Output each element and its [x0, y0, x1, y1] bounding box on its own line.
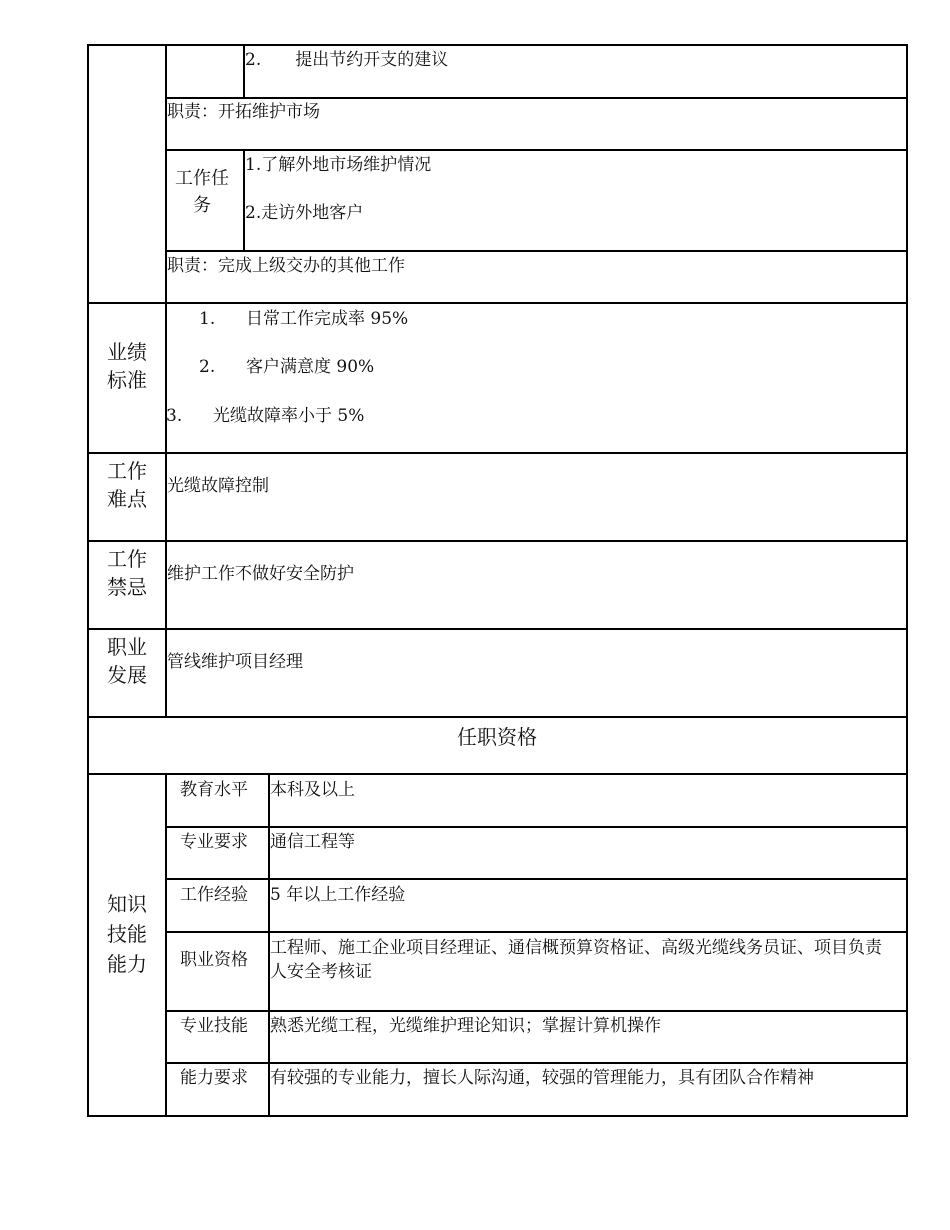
knowledge-row-key: 能力要求	[180, 1068, 248, 1088]
knowledge-row-value: 有较强的专业能力，擅长人际沟通，较强的管理能力，具有团队合作精神	[270, 1068, 814, 1088]
knowledge-row-key: 专业技能	[180, 1016, 248, 1036]
difficulty-text: 光缆故障控制	[167, 476, 269, 496]
knowledge-row-key: 专业要求	[180, 832, 248, 852]
qualification-header: 任职资格	[457, 725, 537, 749]
performance-item-text: 客户满意度 90%	[246, 357, 375, 377]
performance-item-number: 1.	[199, 309, 216, 329]
knowledge-label: 知识技能能力	[107, 892, 147, 976]
knowledge-row-value: 工程师、施工企业项目经理证、通信概预算资格证、高级光缆线务员证、项目负责人安全考核证	[270, 938, 882, 982]
duty-title: 职责：开拓维护市场	[167, 102, 320, 122]
knowledge-row-value: 熟悉光缆工程，光缆维护理论知识；掌握计算机操作	[270, 1016, 661, 1036]
difficulty-label: 工作难点	[107, 459, 147, 511]
knowledge-row-value: 通信工程等	[270, 832, 355, 852]
knowledge-row-key: 工作经验	[180, 885, 248, 905]
knowledge-row-key: 职业资格	[180, 950, 248, 970]
taboo-label: 工作禁忌	[107, 547, 147, 599]
performance-item-text: 光缆故障率小于 5%	[213, 406, 365, 426]
duty-item-text: 2. 提出节约开支的建议	[245, 50, 449, 70]
taboo-text: 维护工作不做好安全防护	[167, 564, 354, 584]
task-item: 1.了解外地市场维护情况	[245, 155, 432, 175]
performance-item-text: 日常工作完成率 95%	[246, 309, 409, 329]
task-item: 2.走访外地客户	[245, 203, 364, 223]
knowledge-row-value: 5 年以上工作经验	[270, 885, 406, 905]
knowledge-row-key: 教育水平	[180, 780, 248, 800]
career-text: 管线维护项目经理	[167, 652, 303, 672]
performance-item-number: 3.	[166, 406, 183, 426]
task-label: 工作任务	[175, 168, 229, 216]
duty-title: 职责：完成上级交办的其他工作	[167, 256, 405, 276]
performance-item-number: 2.	[199, 357, 216, 377]
performance-label: 业绩标准	[107, 340, 147, 392]
career-label: 职业发展	[107, 635, 147, 687]
knowledge-row-value: 本科及以上	[270, 780, 355, 800]
